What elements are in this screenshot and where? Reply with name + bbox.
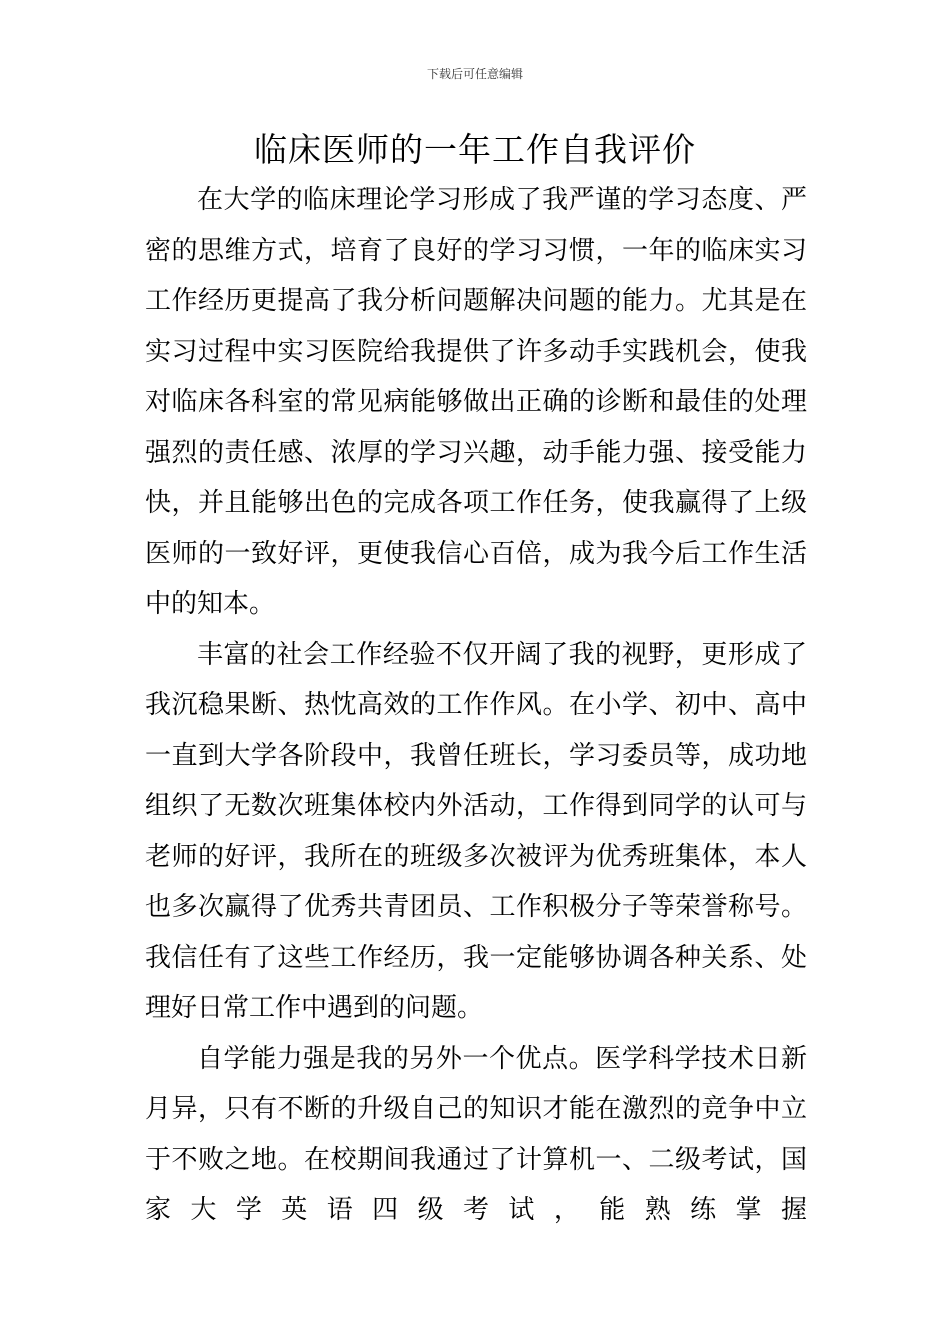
paragraph-3: 自学能力强是我的另外一个优点。医学科学技术日新月异，只有不断的升级自己的知识才能在激烈的竞争中立于不败之地。在校期间我通过了计算机一、二级考试，国家大学英语四级考试，能熟练掌握 — [145, 1043, 807, 1225]
document-title: 临床医师的一年工作自我评价 — [254, 130, 696, 169]
header-note: 下载后可任意编辑 — [426, 67, 523, 81]
document-body — [145, 175, 807, 1236]
paragraph-1: 在大学的临床理论学习形成了我严谨的学习态度、严密的思维方式，培育了良好的学习习惯，一年的临床实习工作经历更提高了我分析问题解决问题的能力。尤其是在实习过程中实习医院给我提供了许多动手实践机会，使我对临床各科室的常见病能够做出正确的诊断和最佳的处理强烈的责任感、浓厚的学习兴趣，动手能力强、接受能力快，并且能够出色的完成各项工作任务，使我赢得了上级医师的一致好评，更使我信心百倍，成为我今后工作生活中的知本。 — [145, 185, 807, 619]
paragraph-2: 丰富的社会工作经验不仅开阔了我的视野，更形成了我沉稳果断、热忱高效的工作作风。在小学、初中、高中一直到大学各阶段中，我曾任班长，学习委员等，成功地组织了无数次班集体校内外活动，工作得到同学的认可与老师的好评，我所在的班级多次被评为优秀班集体，本人也多次赢得了优秀共青团员、工作积极分子等荣誉称号。我信任有了这些工作经历，我一定能够协调各种关系、处理好日常工作中遇到的问题。 — [145, 639, 807, 1023]
